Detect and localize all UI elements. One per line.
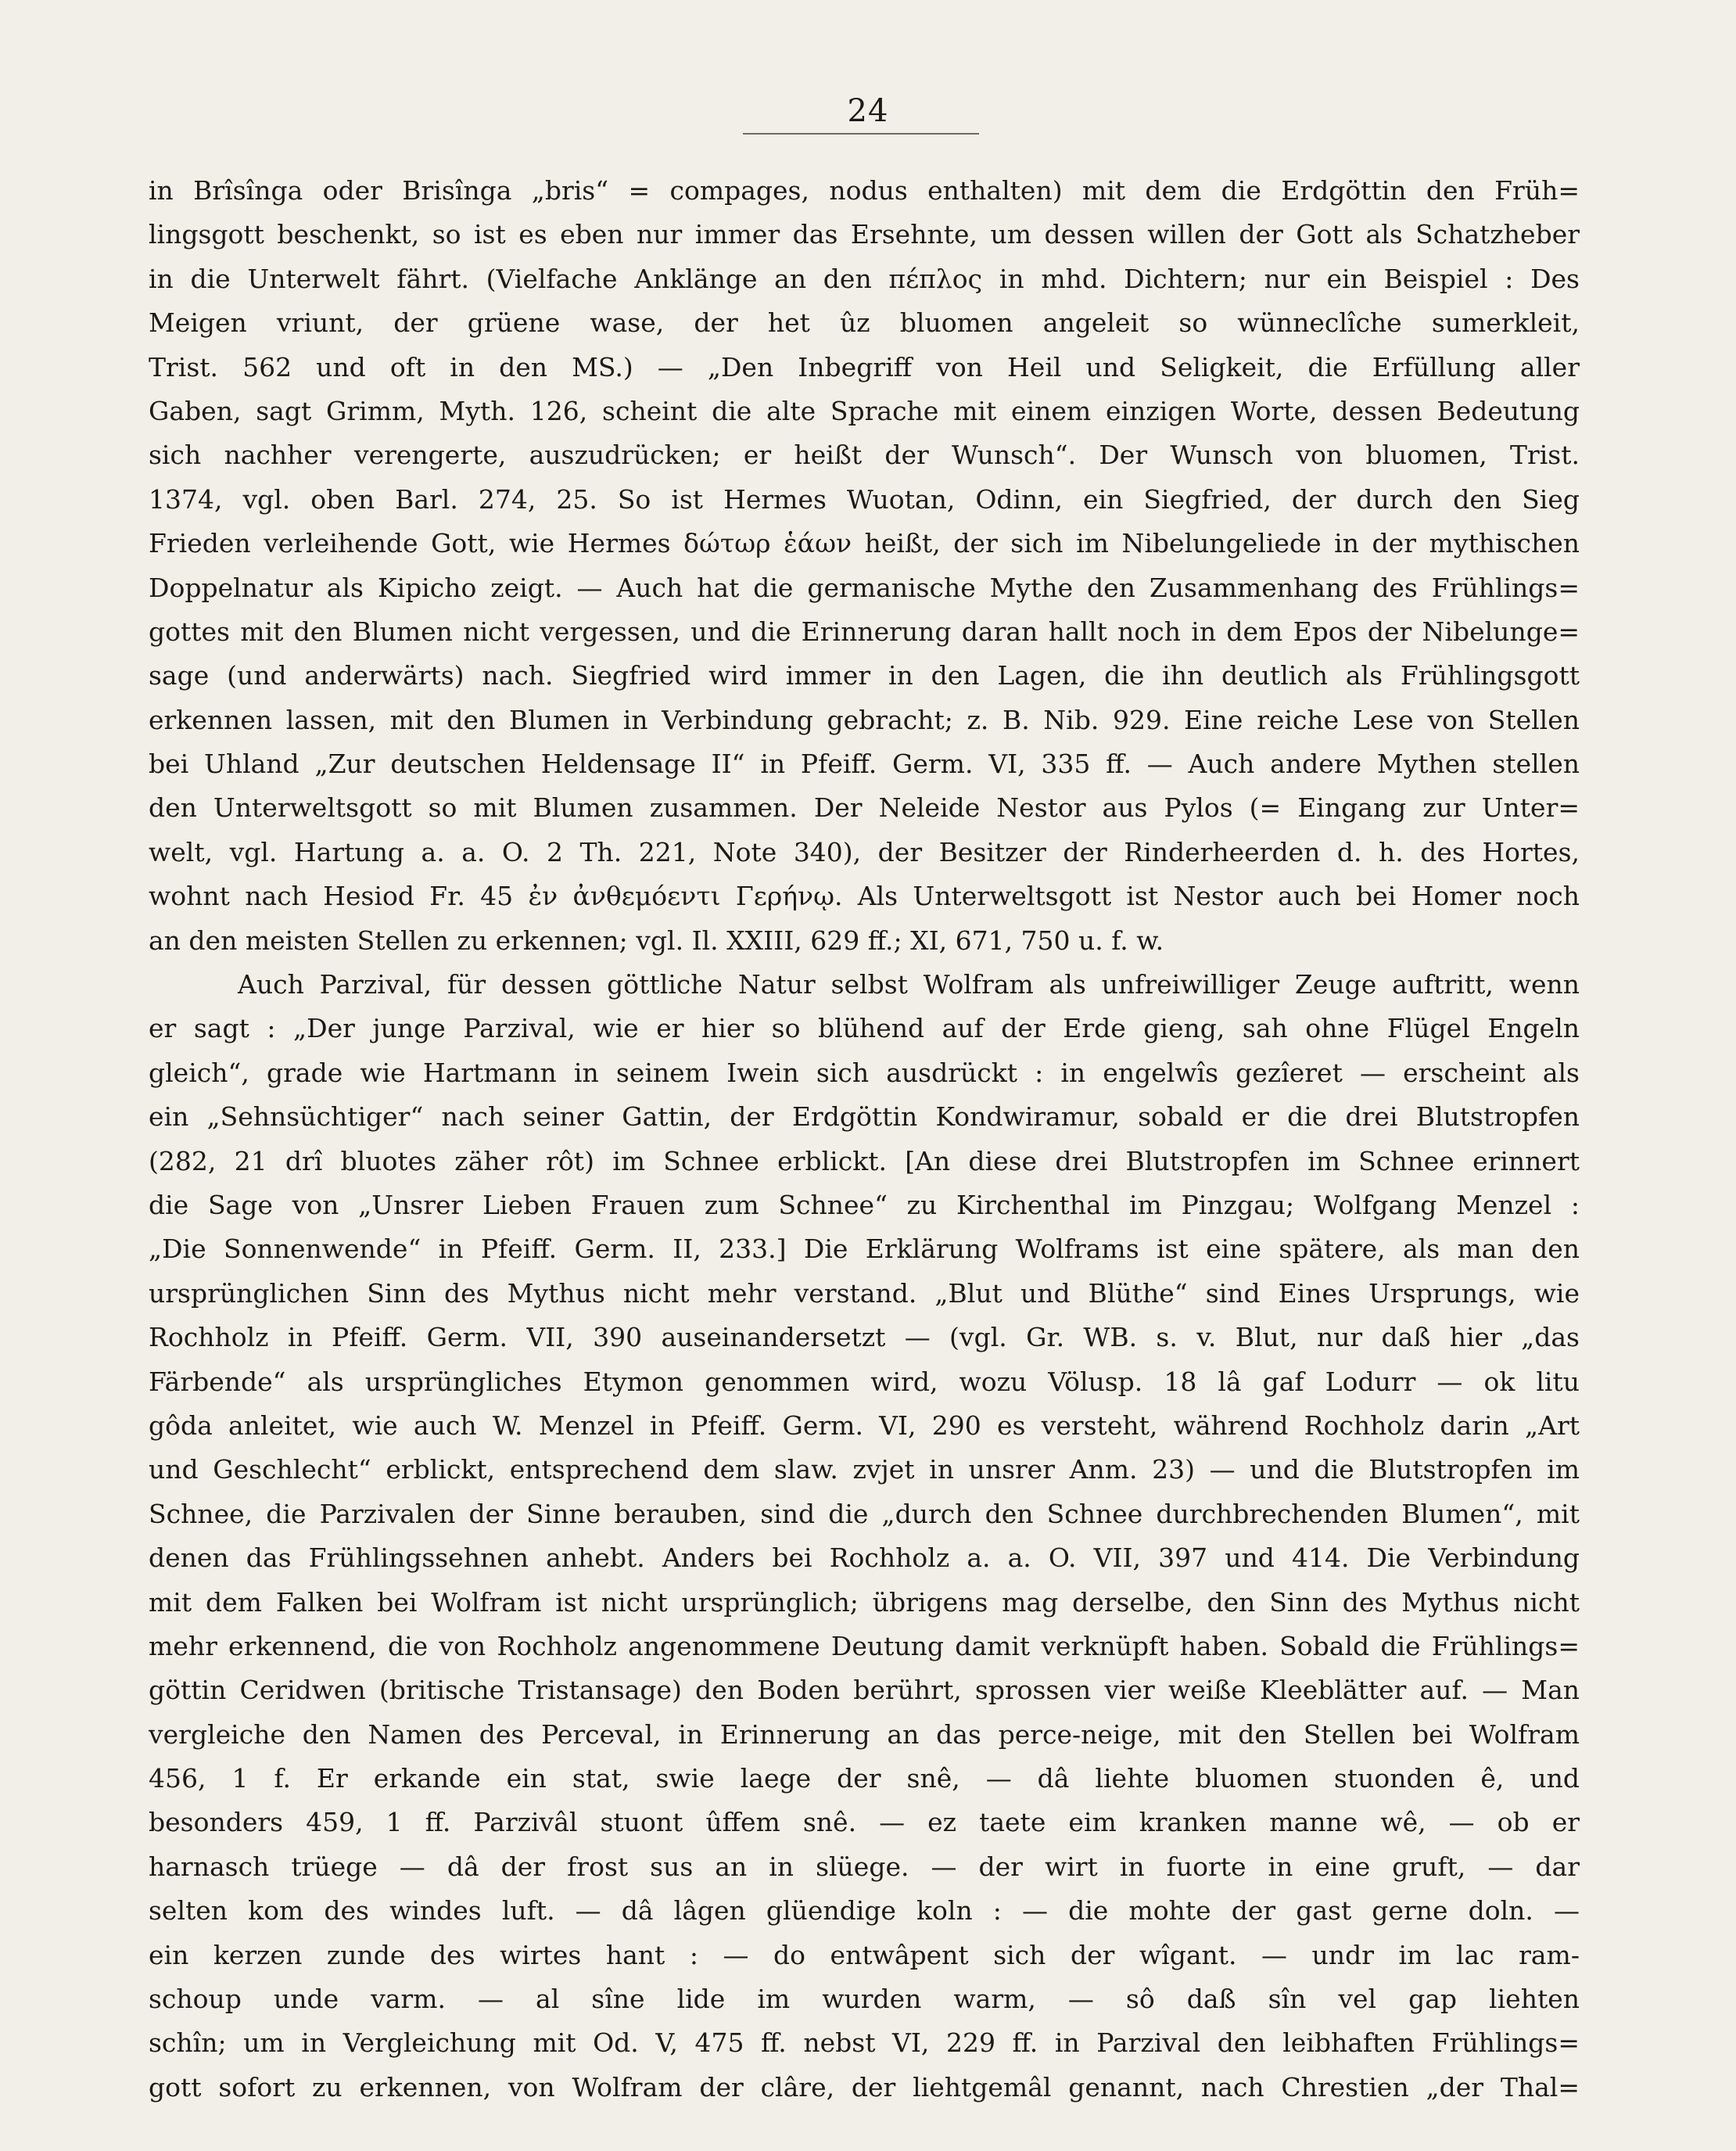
text-line: in Brîsînga oder Brisînga „bris“ = compages, nodus enthalten) mit dem die Erdgöttin den Früh= — [149, 175, 1580, 206]
text-line: denen das Frühlingssehnen anhebt. Anders bei Rochholz a. a. O. VII, 397 und 414. Die Verbindung — [149, 1542, 1580, 1574]
text-line: die Sage von „Unsrer Lieben Frauen zum Schnee“ zu Kirchenthal im Pinzgau; Wolfgang Menzel : — [149, 1189, 1580, 1220]
text-line: gottes mit den Blumen nicht vergessen, und die Erinnerung daran hallt noch in dem Epos der Nibelunge= — [149, 616, 1580, 647]
text-line: ein kerzen zunde des wirtes hant : — do entwâpent sich der wîgant. — undr im lac ram- — [149, 1939, 1580, 1970]
text-line: welt, vgl. Hartung a. a. O. 2 Th. 221, Note 340), der Besitzer der Rinderheerden d. h. des Hortes, — [149, 836, 1580, 867]
text-line: schîn; um in Vergleichung mit Od. V, 475 ff. nebst VI, 229 ff. in Parzival den leibhaften Frühlings= — [149, 2027, 1580, 2059]
text-line: den Unterweltsgott so mit Blumen zusammen. Der Neleide Nestor aus Pylos (= Eingang zur Unter= — [149, 792, 1580, 824]
text-line: ein „Sehnsüchtiger“ nach seiner Gattin, der Erdgöttin Kondwiramur, sobald er die drei Blutstropfen — [149, 1101, 1580, 1133]
text-line: mit dem Falken bei Wolfram ist nicht ursprünglich; übrigens mag derselbe, den Sinn des Mythus nicht — [149, 1586, 1580, 1618]
text-line: erkennen lassen, mit den Blumen in Verbindung gebracht; z. B. Nib. 929. Eine reiche Lese von Stellen — [149, 704, 1580, 735]
text-line: sich nachher verengerte, auszudrücken; er heißt der Wunsch“. Der Wunsch von bluomen, Trist. — [149, 440, 1580, 471]
text-line: Frieden verleihende Gott, wie Hermes δώτωρ ἑάων heißt, der sich im Nibelungeliede in der mythischen — [149, 528, 1580, 559]
text-line: Gaben, sagt Grimm, Myth. 126, scheint die alte Sprache mit einem einzigen Worte, dessen Bedeutung — [149, 395, 1580, 426]
text-line: Auch Parzival, für dessen göttliche Natur selbst Wolfram als unfreiwilliger Zeuge auftritt, wenn — [238, 969, 1580, 1000]
text-line: 456, 1 f. Er erkande ein stat, swie laege der snê, — dâ liehte bluomen stuonden ê, und — [149, 1763, 1580, 1794]
text-line: „Die Sonnenwende“ in Pfeiff. Germ. II, 233.] Die Erklärung Wolframs ist eine spätere, als man den — [149, 1234, 1580, 1265]
text-line: harnasch trüege — dâ der frost sus an in slüege. — der wirt in fuorte in eine gruft, — dar — [149, 1851, 1580, 1882]
text-line: schoup unde varm. — al sîne lide im wurden warm, — sô daß sîn vel gap liehten — [149, 1984, 1580, 2015]
text-line: gleich“, grade wie Hartmann in seinem Iwein sich ausdrückt : in engelwîs gezîeret — erscheint als — [149, 1057, 1580, 1088]
text-line: er sagt : „Der junge Parzival, wie er hier so blühend auf der Erde gieng, sah ohne Flügel Engeln — [149, 1013, 1580, 1044]
text-line: an den meisten Stellen zu erkennen; vgl. Il. XXIII, 629 ff.; XI, 671, 750 u. f. w. — [149, 925, 1164, 956]
text-line: sage (und anderwärts) nach. Siegfried wird immer in den Lagen, die ihn deutlich als Frühlingsgott — [149, 660, 1580, 691]
text-line: Meigen vriunt, der grüene wase, der het ûz bluomen angeleit so wünneclîche sumerkleit, — [149, 307, 1580, 339]
text-line: gôda anleitet, wie auch W. Menzel in Pfeiff. Germ. VI, 290 es versteht, während Rochholz darin „Art — [149, 1409, 1580, 1441]
text-line: (282, 21 drî bluotes zäher rôt) im Schnee erblickt. [An diese drei Blutstropfen im Schnee erinnert — [149, 1145, 1580, 1176]
text-line: göttin Ceridwen (britische Tristansage) den Boden berührt, sprossen vier weiße Kleeblätter auf. — Man — [149, 1675, 1580, 1706]
paragraph-2 — [149, 963, 1580, 2110]
text-line: wohnt nach Hesiod Fr. 45 ἐν ἀνθεμόεντι Γερήνῳ. Als Unterweltsgott ist Nestor auch bei Homer noch — [149, 881, 1580, 912]
text-line: Färbende“ als ursprüngliches Etymon genommen wird, wozu Völusp. 18 lâ gaf Lodurr — ok litu — [149, 1366, 1580, 1397]
text-line: ursprünglichen Sinn des Mythus nicht mehr verstand. „Blut und Blüthe“ sind Eines Ursprungs, wie — [149, 1277, 1580, 1309]
text-line: Doppelnatur als Kipicho zeigt. — Auch hat die germanische Mythe den Zusammenhang des Frühlings= — [149, 572, 1580, 603]
text-line: lingsgott beschenkt, so ist es eben nur immer das Ersehnte, um dessen willen der Gott als Schatzheber — [149, 219, 1580, 250]
text-line: Rochholz in Pfeiff. Germ. VII, 390 auseinandersetzt — (vgl. Gr. WB. s. v. Blut, nur daß hier „das — [149, 1322, 1580, 1353]
text-line: vergleiche den Namen des Perceval, in Erinnerung an das perce-neige, mit den Stellen bei Wolfram — [149, 1718, 1580, 1750]
text-line: Schnee, die Parzivalen der Sinne berauben, sind die „durch den Schnee durchbrechenden Blumen“, mit — [149, 1498, 1580, 1529]
page-number: 24 — [847, 93, 889, 129]
text-line: in die Unterwelt fährt. (Vielfache Anklänge an den πέπλος in mhd. Dichtern; nur ein Beispiel : Des — [149, 263, 1580, 294]
text-line: Trist. 562 und oft in den MS.) — „Den Inbegriff von Heil und Seligkeit, die Erfüllung aller — [149, 351, 1580, 382]
body-text — [149, 169, 1580, 2110]
text-line: besonders 459, 1 ff. Parzivâl stuont ûffem snê. — ez taete eim kranken manne wê, — ob er — [149, 1807, 1580, 1838]
text-line: bei Uhland „Zur deutschen Heldensage II“ in Pfeiff. Germ. VI, 335 ff. — Auch andere Mythen stellen — [149, 749, 1580, 780]
text-line: selten kom des windes luft. — dâ lâgen glüendige koln : — die mohte der gast gerne doln. — — [149, 1895, 1580, 1927]
paragraph-1 — [149, 169, 1580, 963]
header-rule — [743, 133, 979, 135]
text-line: 1374, vgl. oben Barl. 274, 25. So ist Hermes Wuotan, Odinn, ein Siegfried, der durch den Sieg — [149, 483, 1580, 515]
text-line: gott sofort zu erkennen, von Wolfram der clâre, der liehtgemâl genannt, nach Chrestien „der Thal= — [149, 2071, 1580, 2103]
text-line: und Geschlecht“ erblickt, entsprechend dem slaw. zvjet in unsrer Anm. 23) — und die Blutstropfen im — [149, 1454, 1580, 1485]
text-line: mehr erkennend, die von Rochholz angenommene Deutung damit verknüpft haben. Sobald die Frühlings= — [149, 1630, 1580, 1661]
